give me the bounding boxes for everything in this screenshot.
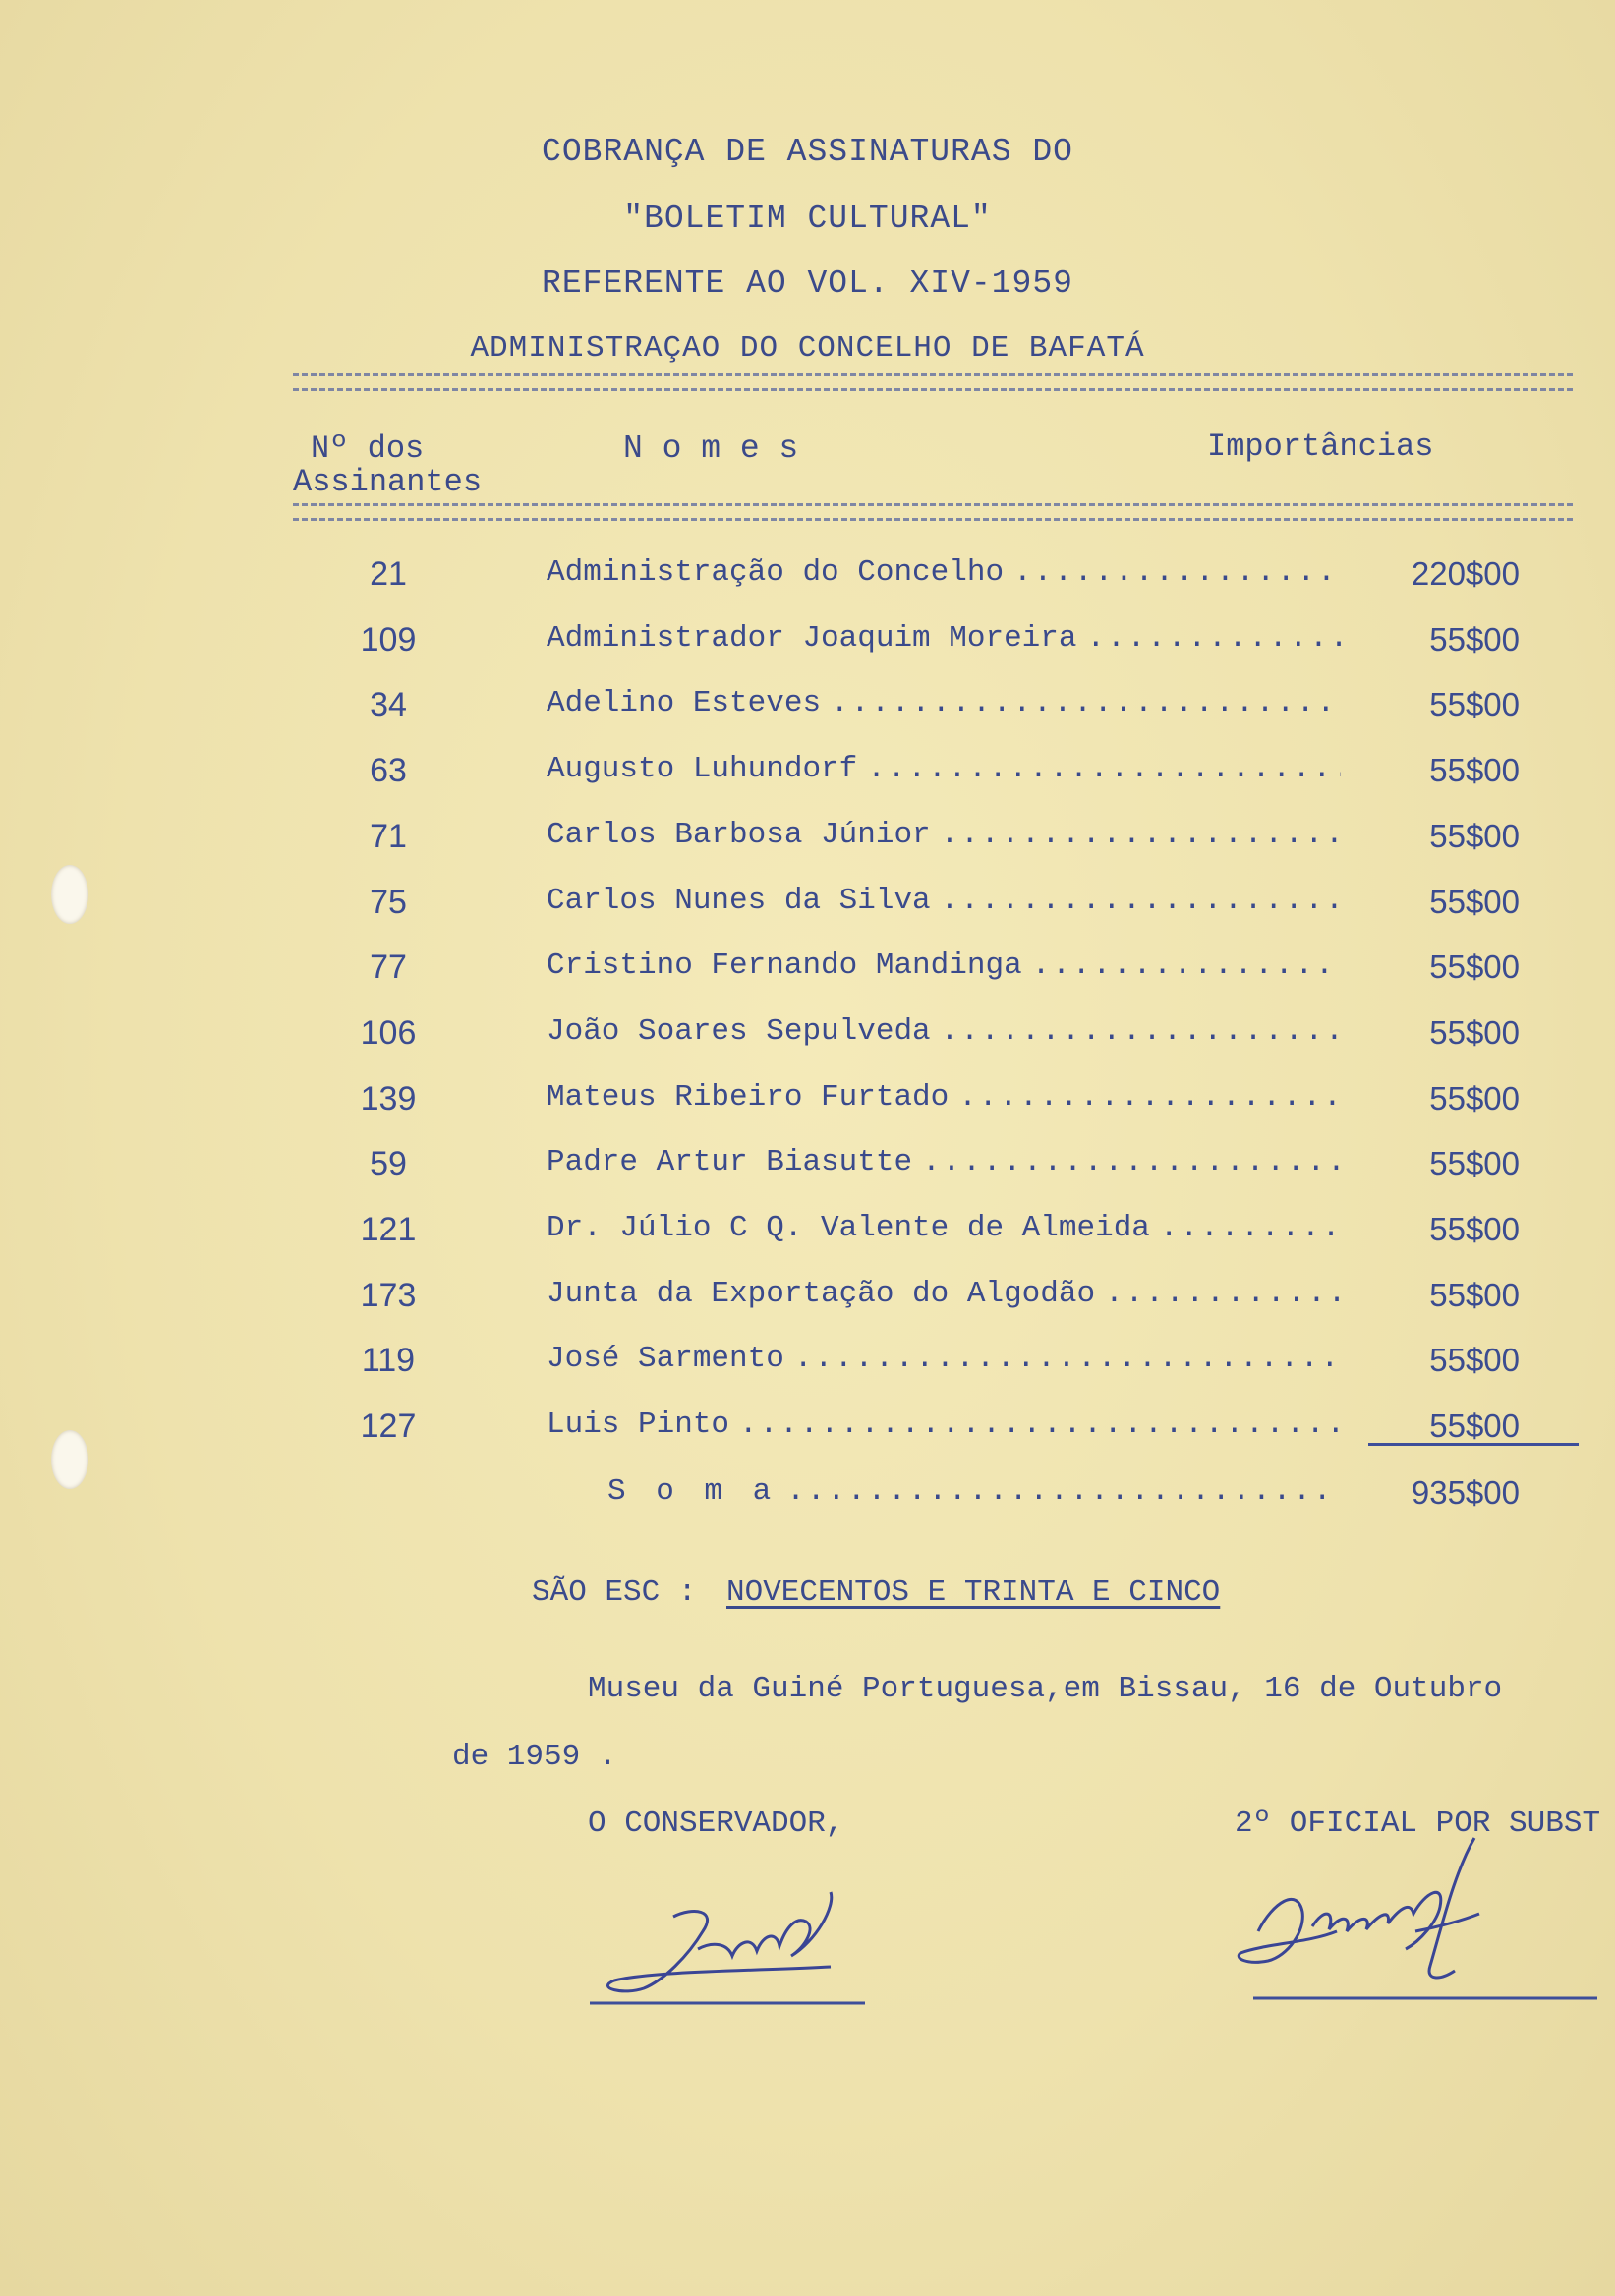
subscriber-number: 173 — [360, 1277, 417, 1314]
amount-in-words-prefix: SÃO ESC : — [532, 1576, 697, 1610]
subscriber-name: José Sarmento ..... — [547, 1342, 1341, 1376]
subscriber-amount: 220$00 — [1411, 555, 1520, 592]
total-row — [0, 1474, 1615, 1523]
subscriber-number: 109 — [360, 621, 417, 659]
subscriber-amount: 55$00 — [1429, 1145, 1520, 1181]
double-rule-header — [293, 503, 1573, 521]
subscriber-name: Padre Artur Biasutte ..... — [547, 1145, 1341, 1179]
subscriber-amount: 55$00 — [1429, 1277, 1520, 1313]
subscriber-number: 106 — [360, 1014, 417, 1052]
subscriber-amount: 55$00 — [1429, 686, 1520, 722]
column-header-amounts: Importâncias — [1207, 429, 1434, 465]
subscriber-name: João Soares Sepulveda ..... — [547, 1014, 1341, 1049]
subscriber-name: Dr. Júlio C Q. Valente de Almeida ..... — [547, 1211, 1341, 1245]
subscriber-number: 59 — [370, 1145, 407, 1182]
subscriber-amount: 55$00 — [1429, 621, 1520, 658]
subscriber-amount: 55$00 — [1429, 752, 1520, 788]
place-date-line-1: Museu da Guiné Portuguesa,em Bissau, 16 de Outubro — [588, 1672, 1503, 1706]
signature-conservador — [585, 1872, 880, 2010]
subscriber-number: 21 — [370, 555, 407, 593]
subscriber-amount: 55$00 — [1429, 884, 1520, 920]
subscriber-number: 71 — [370, 818, 407, 855]
subscriber-amount: 55$00 — [1429, 1211, 1520, 1247]
table-row — [0, 884, 1615, 933]
table-row — [0, 555, 1615, 604]
table-row — [0, 752, 1615, 801]
title-line-2: "BOLETIM CULTURAL" — [623, 201, 992, 237]
subscriber-amount: 55$00 — [1429, 818, 1520, 854]
signature-official — [1219, 1833, 1602, 2010]
subscriber-name: Cristino Fernando Mandinga ..... — [547, 948, 1341, 983]
column-header-names: N o m e s — [623, 430, 799, 467]
table-row — [0, 1277, 1615, 1326]
table-row — [0, 1145, 1615, 1194]
subscriber-name: Junta da Exportação do Algodão ..... — [547, 1277, 1341, 1311]
subscriber-amount: 55$00 — [1429, 1342, 1520, 1378]
table-row — [0, 1407, 1615, 1457]
title-line-4: ADMINISTRAÇAO DO CONCELHO DE BAFATÁ — [470, 331, 1145, 366]
table-row — [0, 621, 1615, 670]
total-underline — [1368, 1443, 1579, 1446]
column-header-num-2: Assinantes — [293, 464, 483, 500]
subscriber-number: 127 — [360, 1407, 417, 1445]
subscriber-name: Mateus Ribeiro Furtado ..... — [547, 1080, 1341, 1115]
subscriber-number: 75 — [370, 884, 407, 921]
subscriber-amount: 55$00 — [1429, 1407, 1520, 1444]
subscriber-number: 77 — [370, 948, 407, 986]
table-row — [0, 1014, 1615, 1063]
title-line-3: REFERENTE AO VOL. XIV-1959 — [542, 265, 1073, 302]
signature-title-conservador: O CONSERVADOR, — [588, 1807, 844, 1841]
subscriber-name: Carlos Barbosa Júnior ..... — [547, 818, 1341, 852]
subscriber-name: Administração do Concelho ..... — [547, 555, 1341, 590]
table-row — [0, 1342, 1615, 1391]
subscriber-number: 139 — [360, 1080, 417, 1118]
subscriber-name: Luis Pinto ..... — [547, 1407, 1341, 1442]
table-row — [0, 686, 1615, 735]
subscriber-name: Carlos Nunes da Silva ..... — [547, 884, 1341, 918]
total-amount: 935$00 — [1411, 1474, 1520, 1511]
subscriber-number: 119 — [361, 1342, 416, 1379]
title-line-1: COBRANÇA DE ASSINATURAS DO — [542, 134, 1073, 170]
subscriber-amount: 55$00 — [1429, 1014, 1520, 1051]
table-row — [0, 948, 1615, 998]
table-row — [0, 818, 1615, 867]
signature-title-official: 2º OFICIAL POR SUBST — [1235, 1807, 1601, 1841]
total-label: S o m a ..... — [607, 1474, 1341, 1509]
subscriber-name: Adelino Esteves ..... — [547, 686, 1341, 720]
subscriber-number: 34 — [370, 686, 407, 723]
column-header-num-1: Nº dos — [311, 430, 425, 467]
table-row — [0, 1211, 1615, 1260]
double-rule-top — [293, 373, 1573, 391]
place-date-line-2: de 1959 . — [452, 1740, 617, 1774]
table-row — [0, 1080, 1615, 1129]
subscriber-number: 63 — [370, 752, 407, 789]
amount-in-words: NOVECENTOS E TRINTA E CINCO — [726, 1576, 1221, 1610]
subscriber-name: Augusto Luhundorf ..... — [547, 752, 1341, 786]
subscriber-number: 121 — [360, 1211, 417, 1248]
subscriber-amount: 55$00 — [1429, 1080, 1520, 1117]
subscriber-amount: 55$00 — [1429, 948, 1520, 985]
subscriber-name: Administrador Joaquim Moreira ..... — [547, 621, 1341, 656]
